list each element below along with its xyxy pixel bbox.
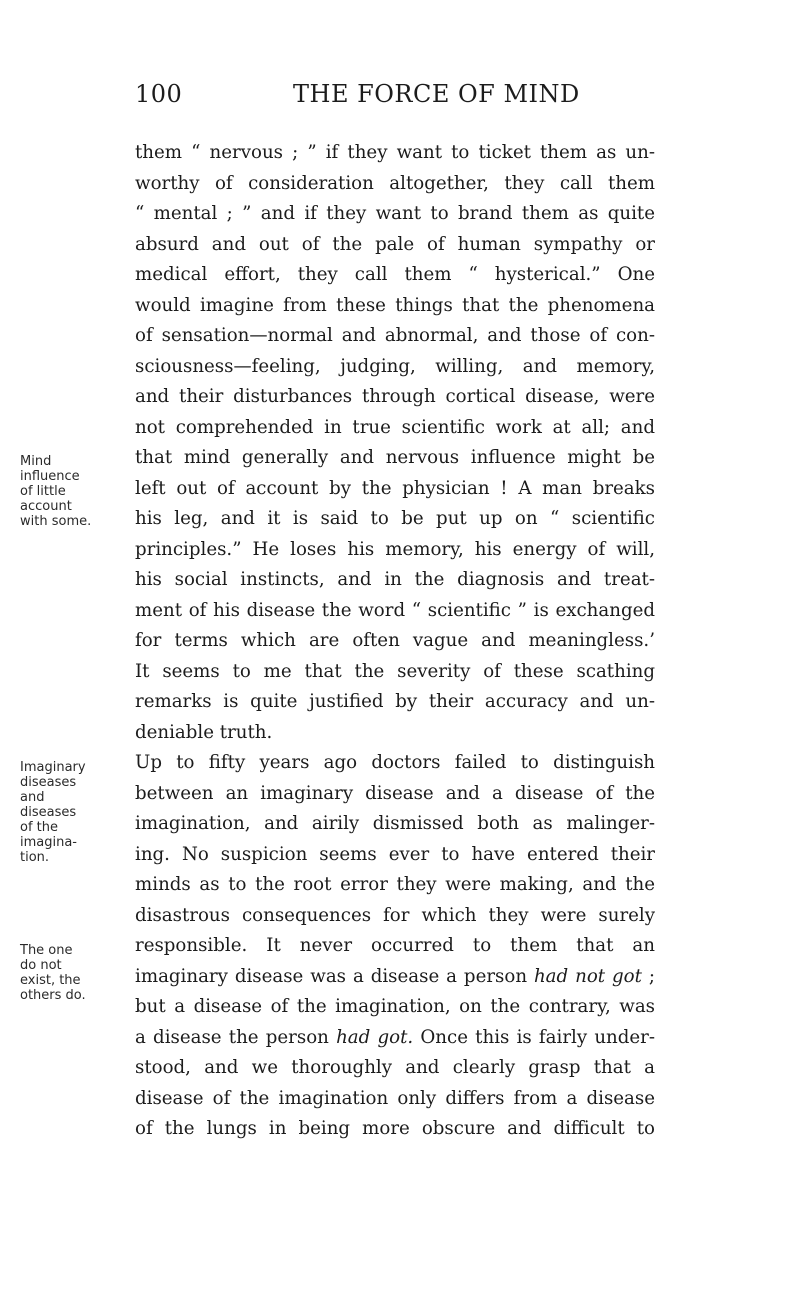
text-line: minds as to the root error they were making, and the xyxy=(135,874,655,895)
text-line: disease of the imagination only differs from a disease xyxy=(135,1087,655,1109)
margin-note-line: diseases xyxy=(20,775,77,790)
text-line: medical effort, they call them “ hysterical.” One xyxy=(135,264,655,285)
text-line: not comprehended in true scientific work at all; and xyxy=(135,416,655,438)
margin-note-line: do not xyxy=(20,958,62,973)
margin-note-line: imagina- xyxy=(20,835,78,850)
text-line: stood, and we thoroughly and clearly grasp that a xyxy=(135,1057,655,1078)
text-line: principles.” He loses his memory, his energy of will, xyxy=(135,538,655,560)
text-line: ment of his disease the word “ scientific ” is exchanged xyxy=(135,599,655,621)
line-text-before: imaginary disease was a disease a person xyxy=(135,965,534,987)
text-line: “ mental ; ” and if they want to brand them as quite xyxy=(135,203,655,224)
margin-note-line: influence xyxy=(20,469,80,484)
text-line xyxy=(135,1023,655,1054)
margin-note-line: The one xyxy=(20,943,73,958)
text-line: would imagine from these things that the phenomena xyxy=(135,294,655,316)
line-text-after: ; xyxy=(641,965,655,987)
text-line: them “ nervous ; ” if they want to ticket them as un- xyxy=(135,142,655,163)
line-text-before: a disease the person xyxy=(135,1026,337,1048)
margin-note-line: others do. xyxy=(20,988,86,1003)
text-line: that mind generally and nervous influence might be xyxy=(135,447,655,468)
text-line: It seems to me that the severity of these scathing xyxy=(135,660,655,682)
text-line: imagination, and airily dismissed both as malinger- xyxy=(135,813,655,834)
page-header xyxy=(135,80,655,120)
text-line: remarks is quite justified by their accuracy and un- xyxy=(135,691,655,712)
text-line: his leg, and it is said to be put up on “ scientific xyxy=(135,508,655,529)
text-line: for terms which are often vague and meaningless.’ xyxy=(135,630,655,651)
text-line: sciousness—feeling, judging, willing, and memory, xyxy=(135,355,655,377)
running-title: THE FORCE OF MIND xyxy=(293,80,580,108)
body-text xyxy=(135,138,655,1145)
text-line: of the lungs in being more obscure and difficult to xyxy=(135,1118,655,1139)
text-line: absurd and out of the pale of human sympathy or xyxy=(135,233,655,255)
margin-note-line: tion. xyxy=(20,850,50,865)
margin-note-line: and xyxy=(20,790,45,805)
text-line: left out of account by the physician ! A man breaks xyxy=(135,477,655,499)
margin-note-line: with some. xyxy=(20,514,92,529)
margin-note-line: exist, the xyxy=(20,973,81,988)
text-line: but a disease of the imagination, on the contrary, was xyxy=(135,996,655,1017)
margin-note-line: Mind xyxy=(20,454,52,469)
text-line: of sensation—normal and abnormal, and those of con- xyxy=(135,325,655,346)
text-line: worthy of consideration altogether, they call them xyxy=(135,172,655,194)
text-line: between an imaginary disease and a disease of the xyxy=(135,782,655,804)
page-number: 100 xyxy=(135,80,183,108)
margin-note-line: of little xyxy=(20,484,66,499)
margin-note-the-one xyxy=(20,943,120,1003)
text-line: deniable truth. xyxy=(135,721,273,743)
line-text-after: Once this is fairly under- xyxy=(413,1026,655,1048)
italic-phrase: had not got xyxy=(533,965,642,987)
margin-note-line: Imaginary xyxy=(20,760,86,775)
margin-note-line: account xyxy=(20,499,72,514)
italic-phrase: had got. xyxy=(336,1026,414,1048)
text-line xyxy=(135,962,655,993)
text-line: disastrous consequences for which they were surely xyxy=(135,904,655,926)
text-line: his social instincts, and in the diagnosis and treat- xyxy=(135,569,655,590)
margin-note-mind-influence xyxy=(20,454,120,529)
text-line: and their disturbances through cortical disease, were xyxy=(135,386,655,407)
text-line: Up to fifty years ago doctors failed to distinguish xyxy=(135,752,655,773)
text-line: responsible. It never occurred to them that an xyxy=(135,935,655,956)
margin-note-line: diseases xyxy=(20,805,77,820)
margin-note-line: of the xyxy=(20,820,58,835)
text-line: ing. No suspicion seems ever to have entered their xyxy=(135,843,655,865)
margin-note-imaginary-diseases xyxy=(20,760,120,865)
